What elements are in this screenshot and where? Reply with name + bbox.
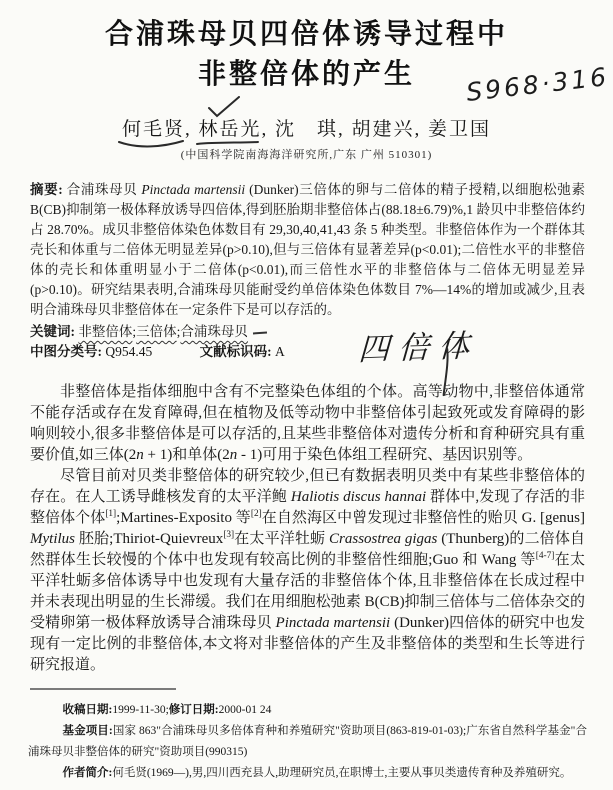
author-separator: , <box>184 119 192 140</box>
abstract-text <box>30 182 585 317</box>
text-segment: (Dunker)四倍体的研究中也发现有一定比例的非整倍体,本文将对非整倍体的产生及非整倍体的类型和生长等进行研究报道。 <box>30 615 585 673</box>
text-segment: Crassostrea gigas <box>329 531 438 547</box>
footnote-divider <box>30 688 176 690</box>
keyword-separator: ; <box>132 324 137 339</box>
text-segment: [4-7] <box>535 551 555 561</box>
author-text: 林岳光 <box>198 119 262 140</box>
text-segment: Pinctada martensii <box>141 182 246 197</box>
body-text <box>30 382 585 676</box>
text-segment: 收稿日期: <box>62 704 113 716</box>
text-segment: (Dunker)三倍体的卵与二倍体的精子授精,以细胞松弛素 B(CB)抑制第一极体释放诱导四倍体,得到胚胎期非整倍体占(88.18±6.79)%,1 龄贝中非整倍体约占 28.70%。成贝非整倍体染色体数目有 29,30,40,41,43 条 5 种类型。非整倍体作为一个群体其壳长和体重与二倍体无明显差异(p>0.10),但与三倍体有显著差异(p<0.01);二倍性水平的非整倍体的壳长和体重明显小于二倍体(p<0.01),而三倍性水平的非整倍体与二倍体无明显差异(p>0.10)。研究结果表明,合浦珠母贝能耐受约单倍体染色体数目 7%—14%的增加或减少,且表明合浦珠母贝非整倍体在一定条件下是可以存活的。 <box>30 182 586 317</box>
handwritten-note-text: 四倍体 <box>357 327 479 368</box>
text-segment: [2] <box>250 509 262 519</box>
text-segment: 尽管目前对贝类非整倍体的研究较少,但已有数据表明贝类中有某些非整倍体的存在。在人工诱导雌核发育的太平洋鲍 <box>30 468 585 505</box>
author-name-2 <box>198 118 261 142</box>
authors-line <box>0 118 613 142</box>
abstract-paragraph <box>30 180 585 320</box>
text-segment: 在太平洋牡蛎多倍体诱导中也发现有大量存活的非整倍体个体,且非整倍体在长成过程中并未表现出明显的生长滞缓。我们在用细胞松弛素 B(CB)抑制三倍体与二倍体杂交的受精卵第一极体释放诱导合浦珠母贝 <box>30 552 585 631</box>
text-segment: 何毛贤(1969—),男,四川西充县人,助理研究员,在职博士,主要从事贝类遗传育种及养殖研究。 <box>112 767 572 779</box>
text-segment: [3] <box>223 530 235 540</box>
received-date-line <box>28 700 587 721</box>
text-segment: - 1)可用于染色体组工程研究、基因识别等。 <box>237 447 533 463</box>
text-segment: 修订日期: <box>168 704 219 716</box>
abstract-label: 摘要: <box>30 182 63 197</box>
keywords-label: 关键词: <box>30 324 75 339</box>
pen-dash-mark <box>253 332 267 335</box>
paper-title-line1: 合浦珠母贝四倍体诱导过程中 <box>104 18 508 49</box>
handwritten-note <box>357 320 479 394</box>
text-segment: 1999-11-30; <box>112 704 169 716</box>
clc-label: 中图分类号: <box>30 344 102 359</box>
text-segment: [1] <box>105 509 117 519</box>
text-segment: 非整倍体是指体细胞中含有不完整染色体组的个体。高等动物中,非整倍体通常不能存活或存在发育障碍,但在植物及低等动物中非整倍体引起致死或发育障碍的影响则较小,很多非整倍体是可以存活的,且某些非整倍体对遗传分析和育种研究具有重要价值,如三体(2 <box>30 384 585 463</box>
text-segment: n <box>136 447 144 463</box>
author-name-4: 胡建兴 <box>351 119 415 140</box>
doc-code-label: 文献标识码: <box>199 344 272 359</box>
text-segment: 在太平洋牡蛎 <box>234 531 330 547</box>
text-segment: 基金项目: <box>62 725 113 737</box>
author-separator: , <box>414 119 422 140</box>
fund-project-line <box>28 721 587 763</box>
keywords-line <box>30 322 585 342</box>
author-separator: , <box>261 119 269 140</box>
author-name-3: 沈 琪 <box>274 119 338 140</box>
text-segment: 2000-01 24 <box>218 704 272 716</box>
text-segment: 群体中,发现了存活的非整倍体个体 <box>30 489 585 526</box>
body-paragraph-1 <box>30 382 585 466</box>
text-segment: 作者简介: <box>62 767 113 779</box>
author-name-1 <box>122 118 185 142</box>
pen-checkmark-icon <box>206 96 242 119</box>
classification-line <box>30 342 585 362</box>
text-segment: Pinctada martensii <box>275 615 391 631</box>
body-paragraph-2 <box>30 466 585 676</box>
keyword-separator: ; <box>176 324 181 339</box>
clc-value: Q954.45 <box>105 344 153 359</box>
doc-code-value: A <box>275 344 285 359</box>
text-segment: Mytilus <box>30 531 75 547</box>
author-name-5: 姜卫国 <box>428 119 492 140</box>
keyword-1: 非整倍体 <box>78 324 133 339</box>
text-segment: n <box>229 447 238 463</box>
author-bio-line <box>28 763 587 784</box>
text-segment: 国家 863"合浦珠母贝多倍体育种和养殖研究"资助项目(863-819-01-03);广东省自然科学基金"合浦珠母贝非整倍体的研究"资助项目(990315) <box>28 725 587 758</box>
text-segment: + 1)和单体(2 <box>143 447 230 463</box>
affiliation: (中国科学院南海海洋研究所,广东 广州 510301) <box>180 149 433 161</box>
text-segment: 在自然海区中曾发现过非整倍性的贻贝 G. [genus] <box>261 510 585 526</box>
text-segment: 合浦珠母贝 <box>66 182 142 197</box>
paper-title-line2: 非整倍体的产生 <box>197 58 415 89</box>
keyword-2: 三倍体 <box>136 324 177 339</box>
text-segment: (Thunberg)的二倍体自然群体生长较慢的个体中也发现有较高比例的非整倍性细胞;Guo 和 Wang 等 <box>30 531 585 568</box>
author-separator: , <box>338 119 345 140</box>
keyword-3: 合浦珠母贝 <box>180 324 248 339</box>
footer-notes <box>28 700 587 784</box>
text-segment: 胚胎;Thiriot-Quievreux <box>75 531 224 547</box>
author-text: 何毛贤 <box>121 119 185 140</box>
text-segment: Haliotis discus hannai <box>290 489 427 505</box>
text-segment: ;Martines-Exposito 等 <box>116 510 251 526</box>
handwritten-code-text: S968·316 <box>464 61 611 108</box>
